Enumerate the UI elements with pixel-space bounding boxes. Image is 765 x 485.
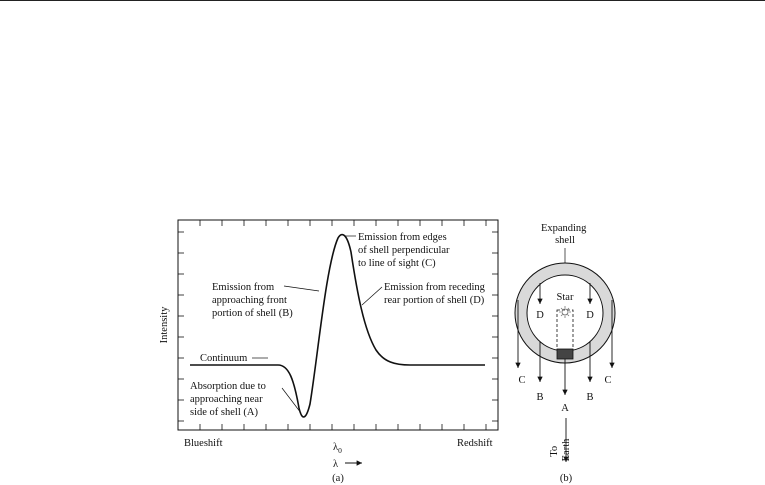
shell-label: Expanding shell xyxy=(540,223,587,246)
region-d-right: D xyxy=(586,310,594,321)
region-c-right: C xyxy=(604,375,612,386)
front-emission-leader xyxy=(284,286,319,291)
region-b-left: B xyxy=(536,392,544,403)
rear-emission-leader xyxy=(362,287,382,305)
absorbing-region xyxy=(557,349,573,359)
star-label: Star xyxy=(556,292,574,303)
region-d-left: D xyxy=(536,310,544,321)
redshift-label: Redshift xyxy=(457,438,493,449)
y-axis-label: Intensity xyxy=(159,306,170,344)
edge-emission-label: Emission from edges of shell perpendicular to line of sight (C) xyxy=(358,232,450,269)
region-a: A xyxy=(561,403,569,414)
region-c-left: C xyxy=(518,375,526,386)
spectrum-panel xyxy=(159,220,498,484)
blueshift-label: Blueshift xyxy=(184,438,223,449)
front-emission-label: Emission from approaching front portion of shell (B) xyxy=(212,282,293,319)
region-b-right: B xyxy=(586,392,594,403)
shell-panel xyxy=(515,223,615,484)
earth-label: To Earth xyxy=(549,438,572,462)
rear-emission-label: Emission from receding rear portion of shell (D) xyxy=(384,282,485,306)
panel-b-caption: (b) xyxy=(559,473,573,484)
wavelength-axis-symbol: λ xyxy=(333,459,339,470)
rest-wavelength-label: $\lambda_0$ xyxy=(333,442,342,455)
panel-a-caption: (a) xyxy=(332,473,344,484)
continuum-label: Continuum xyxy=(200,353,248,364)
absorption-label: Absorption due to approaching near side of shell (A) xyxy=(190,381,266,418)
